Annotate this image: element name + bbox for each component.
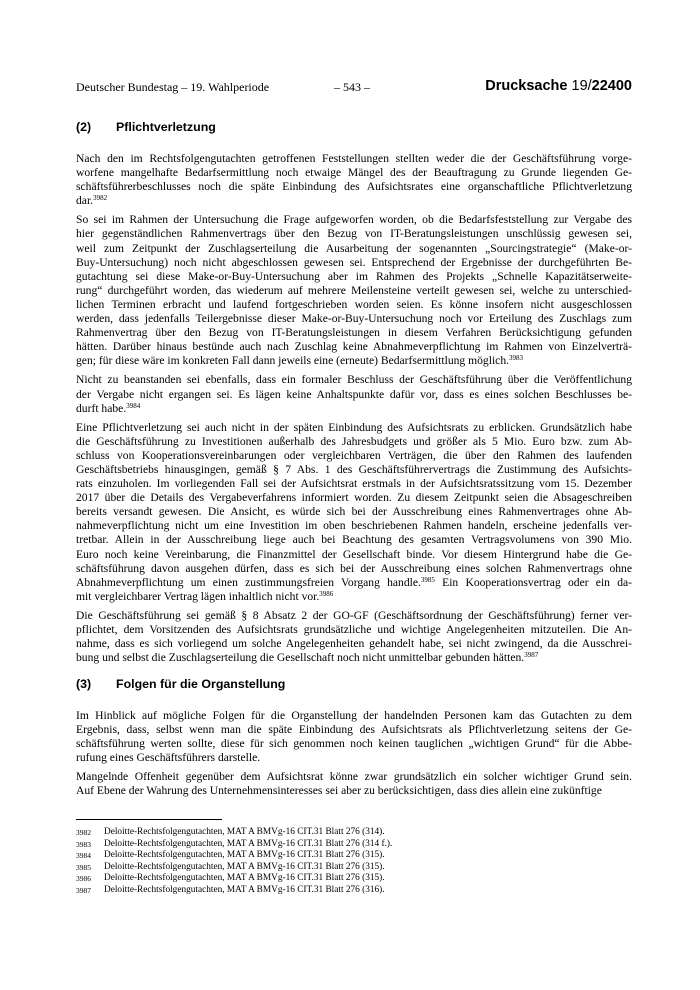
text-line: Geschäftsbetriebs hinausgingen, gemäß § 7 Abs. 1 des Geschäftsführervertrags die Zustimmung des Aufsichts- [76, 462, 632, 476]
section-title: Folgen für die Organstellung [116, 677, 286, 691]
page-header [76, 78, 632, 98]
drucksache-number: 22400 [591, 78, 632, 94]
footnote-text: Deloitte-Rechtsfolgengutachten, MAT A BMVg-16 CIT.31 Blatt 276 (314). [104, 827, 385, 837]
text-line: bereits versandt gewesen. Die Ansicht, es würde sich bei der Ausschreibung eines Rahmenvertrages ohne Ab- [76, 505, 632, 519]
text-line: rung“ durchgeführt worden, das wiederum auf mehrere Meilensteine verteilt gewesen sei, welche zu unterschied- [76, 283, 632, 297]
text-line: weil zum Zeitpunkt der Zuschlagserteilung die Ausarbeitung der sogenannten „Sourcingstrategie“ (Make-or- [76, 241, 632, 255]
text-line: Nach den im Rechtsfolgengutachten getroffenen Feststellungen stellten weder die der Geschäftsführung vorge- [76, 152, 632, 165]
text-line: schäftsführerbeschlusses noch die späte Einbindung des Aufsichtsrates eine organschaftliche Pflichtverletzung [76, 180, 632, 194]
text-line: Auf Ebene der Wahrung des Unternehmensinteresses sei aber zu berücksichtigen, dass dies allein eine zukünftige [76, 784, 602, 798]
text-line: bung und selbst die Zuschlagserteilung die Gesellschaft noch nicht unmittelbar gebunden hätten.$^{3987}$ [76, 651, 539, 665]
text-line: tretbar. Allein in der Ausschreibung liege auch bei Beachtung des gesamten Vertragsvolumens von 390 Mio. [76, 533, 632, 547]
text-line: rats einzuholen. Im vorliegenden Fall sei der Aufsichtsrat erstmals in der Aufsichtsratssitzung vom 15. Dezember [76, 477, 632, 491]
text-line: hier gegenständlichen Rahmenvertrags über den Bezug von IT-Beratungsleistungen unschlüssig gewesen sei, [76, 227, 632, 241]
section-number: (3) [76, 677, 92, 691]
footnote-text: Deloitte-Rechtsfolgengutachten, MAT A BMVg-16 CIT.31 Blatt 276 (314 f.). [104, 838, 393, 849]
text-line: rufung eines Geschäftsführers darstelle. [76, 751, 261, 765]
drucksache-label: Drucksache [485, 78, 568, 94]
text-line: nahme, dass es sich vorliegend um solche Angelegenheiten gehandelt habe, sei nicht zwingend, da die Ausschrei- [76, 637, 632, 651]
footnote-number: 3983 [76, 839, 91, 849]
paragraph [76, 373, 632, 415]
text-line: 2017 über die Details des Vergabeverfahrens informiert worden. Zu diesem Zeitpunkt seien die Absageschreiben [76, 491, 632, 505]
footnote-ref[interactable]: 3986 [319, 589, 334, 598]
footnote-number: 3982 [76, 828, 91, 837]
section-title: Pflichtverletzung [116, 120, 216, 134]
text-line: Rahmenvertrag über den Bezug von IT-Beratungsleistungen in diesem Verfahren Berücksichtigung gefunden [76, 326, 632, 340]
footnote-text: Deloitte-Rechtsfolgengutachten, MAT A BMVg-16 CIT.31 Blatt 276 (315). [104, 861, 385, 872]
text-line: dar.$^{3982}$ [76, 194, 108, 208]
text-line: Im Hinblick auf mögliche Folgen für die Organstellung der handelnden Personen kam das Gutachten zu dem [76, 709, 632, 722]
text-line: Abnahmeverpflichtung um einen zustimmungsfreien Vorgang handle.$^{3985}$ Ein Kooperationsvertrag oder ein da- [76, 575, 632, 589]
text-line: gen; für diese wäre im konkreten Fall dann jeweils eine (erneute) Bedarfsermittlung möglich.$^{3983}$ [76, 354, 524, 368]
header-parliament: Deutscher Bundestag – 19. Wahlperiode [76, 80, 270, 94]
paragraph [76, 770, 632, 798]
text-line: Die Geschäftsführung sei gemäß § 8 Absatz 2 der GO-GF (Geschäftsordnung der Geschäftsführung) ferner ver- [76, 608, 632, 622]
drucksache-prefix: 19/ [571, 78, 592, 94]
section-heading [76, 676, 632, 692]
footnote-text: Deloitte-Rechtsfolgengutachten, MAT A BMVg-16 CIT.31 Blatt 276 (315). [104, 873, 385, 884]
text-line: schäftsführung davon ausgehen dürfen, dass es sich bei der Ausschreibung eines solchen Rahmenvertrags ohne [76, 561, 632, 575]
footnote-number: 3984 [76, 851, 91, 861]
text-line: Eine Pflichtverletzung sei auch nicht in der späten Einbindung des Aufsichtsrats zu erblicken. Grundsätzlich habe [76, 420, 632, 434]
footnote-rule [76, 819, 222, 820]
footnote [76, 862, 632, 874]
text-line: So sei im Rahmen der Untersuchung die Frage aufgeworfen worden, ob die Bedarfsfeststellung zur Vergabe des [76, 213, 632, 227]
footnote-ref[interactable]: 3987 [524, 651, 539, 660]
text-line: werden, dass jedenfalls Teilergebnisse dieser Make-or-Buy-Untersuchung noch vor Erteilung des Zuschlags zum [76, 312, 632, 326]
section [76, 676, 632, 799]
footnote-ref[interactable]: 3982 [93, 194, 108, 203]
footnote [76, 827, 632, 839]
text-line: Buy-Untersuchung) noch nicht abgeschlossen gewesen sei. Entsprechend der Ergebnisse der durchgeführten Be- [76, 255, 632, 269]
section-heading [76, 119, 632, 135]
text-line: nahmeverpflichtung nicht um eine Investition im oben beschriebenen Rahmen handeln, erscheine jedenfalls ver- [76, 519, 632, 533]
text-line: die Geschäftsführung zu Investitionen außerhalb des Jahresbudgets und größer als 5 Mio. Euro bzw. zum Ab- [76, 434, 632, 448]
footnote-ref[interactable]: 3985 [420, 575, 435, 584]
footnote [76, 839, 632, 851]
text-line: gutachtung sei diese Make-or-Buy-Untersuchung aber im Rahmen des Projekts „Schnelle Kapazitätserweite- [76, 269, 632, 283]
footnote-ref[interactable]: 3983 [509, 354, 524, 363]
text-line: Ergebnis, dass, selbst wenn man die späte Einbindung des Aufsichtsrats als Pflichtverletzung seitens der Ge- [76, 723, 632, 737]
footnotes [76, 827, 632, 897]
paragraph [76, 152, 632, 208]
paragraph [76, 213, 632, 368]
text-line: pflichtet, dem Vorsitzenden des Aufsichtsrats grundsätzliche und wichtige Angelegenheiten mitzuteilen. Die An- [76, 623, 632, 636]
text-line: der Vergabe nicht ergangen sei. Es lägen keine Anhaltspunkte dafür vor, dass es eines solchen Beschlusses be- [76, 387, 632, 401]
text-line: hätten. Darüber hinaus bestünde auch nach Zuschlag keine Abnahmeverpflichtung im Rahmen von Einzelverträ- [76, 340, 632, 354]
text-line: schluss von Kooperationsvereinbarungen oder vergleichbaren Verträgen, die über den Rahmen des laufenden [76, 448, 632, 462]
paragraph [76, 421, 632, 604]
footnote [76, 873, 632, 885]
text-line: worfene mangelhafte Bedarfsermittlung noch etwaige Mängel des der Beauftragung zu Grunde liegenden Ge- [76, 166, 632, 180]
footnote-ref[interactable]: 3984 [126, 401, 141, 410]
footnote-text: Deloitte-Rechtsfolgengutachten, MAT A BMVg-16 CIT.31 Blatt 276 (315). [104, 850, 385, 861]
text-line: mit vergleichbarer Vertrag lägen inhaltlich nicht vor.$^{3986}$ [76, 589, 334, 603]
footnote [76, 885, 632, 897]
text-line: Nicht zu beanstanden sei ebenfalls, dass ein formaler Beschluss der Geschäftsführung über die Veröffentlichung [76, 373, 632, 387]
section-number: (2) [76, 120, 92, 134]
footnote-number: 3986 [76, 874, 91, 884]
footnote-number: 3987 [76, 885, 91, 895]
section [76, 119, 632, 665]
text-line: Euro noch keine Vereinbarung, die Finanzmittel der Gesellschaft binde. Vor diesem Hintergrund habe die Ge- [76, 547, 632, 561]
header-drucksache [485, 78, 632, 94]
text-line: Mangelnde Offenheit gegenüber dem Aufsichtsrat könne zwar grundsätzlich ein solcher wichtiger Grund sein. [76, 770, 632, 784]
paragraph [76, 709, 632, 765]
paragraph [76, 609, 632, 665]
text-line: schäftsführung werten sollte, diese für sich genommen noch keinen tauglichen „wichtigen Grund“ für die Abbe- [76, 737, 632, 751]
footnote-text: Deloitte-Rechtsfolgengutachten, MAT A BMVg-16 CIT.31 Blatt 276 (316). [104, 884, 385, 895]
header-page-number: – 543 – [334, 80, 370, 94]
footnote [76, 850, 632, 862]
text-line: durft habe.$^{3984}$ [76, 401, 141, 415]
text-line: lichen Terminen erbracht und laufend fortgeschrieben worden seien. Es könne insofern nicht ausgeschlossen [76, 297, 632, 311]
footnote-number: 3985 [76, 862, 91, 872]
document-page [76, 0, 632, 990]
